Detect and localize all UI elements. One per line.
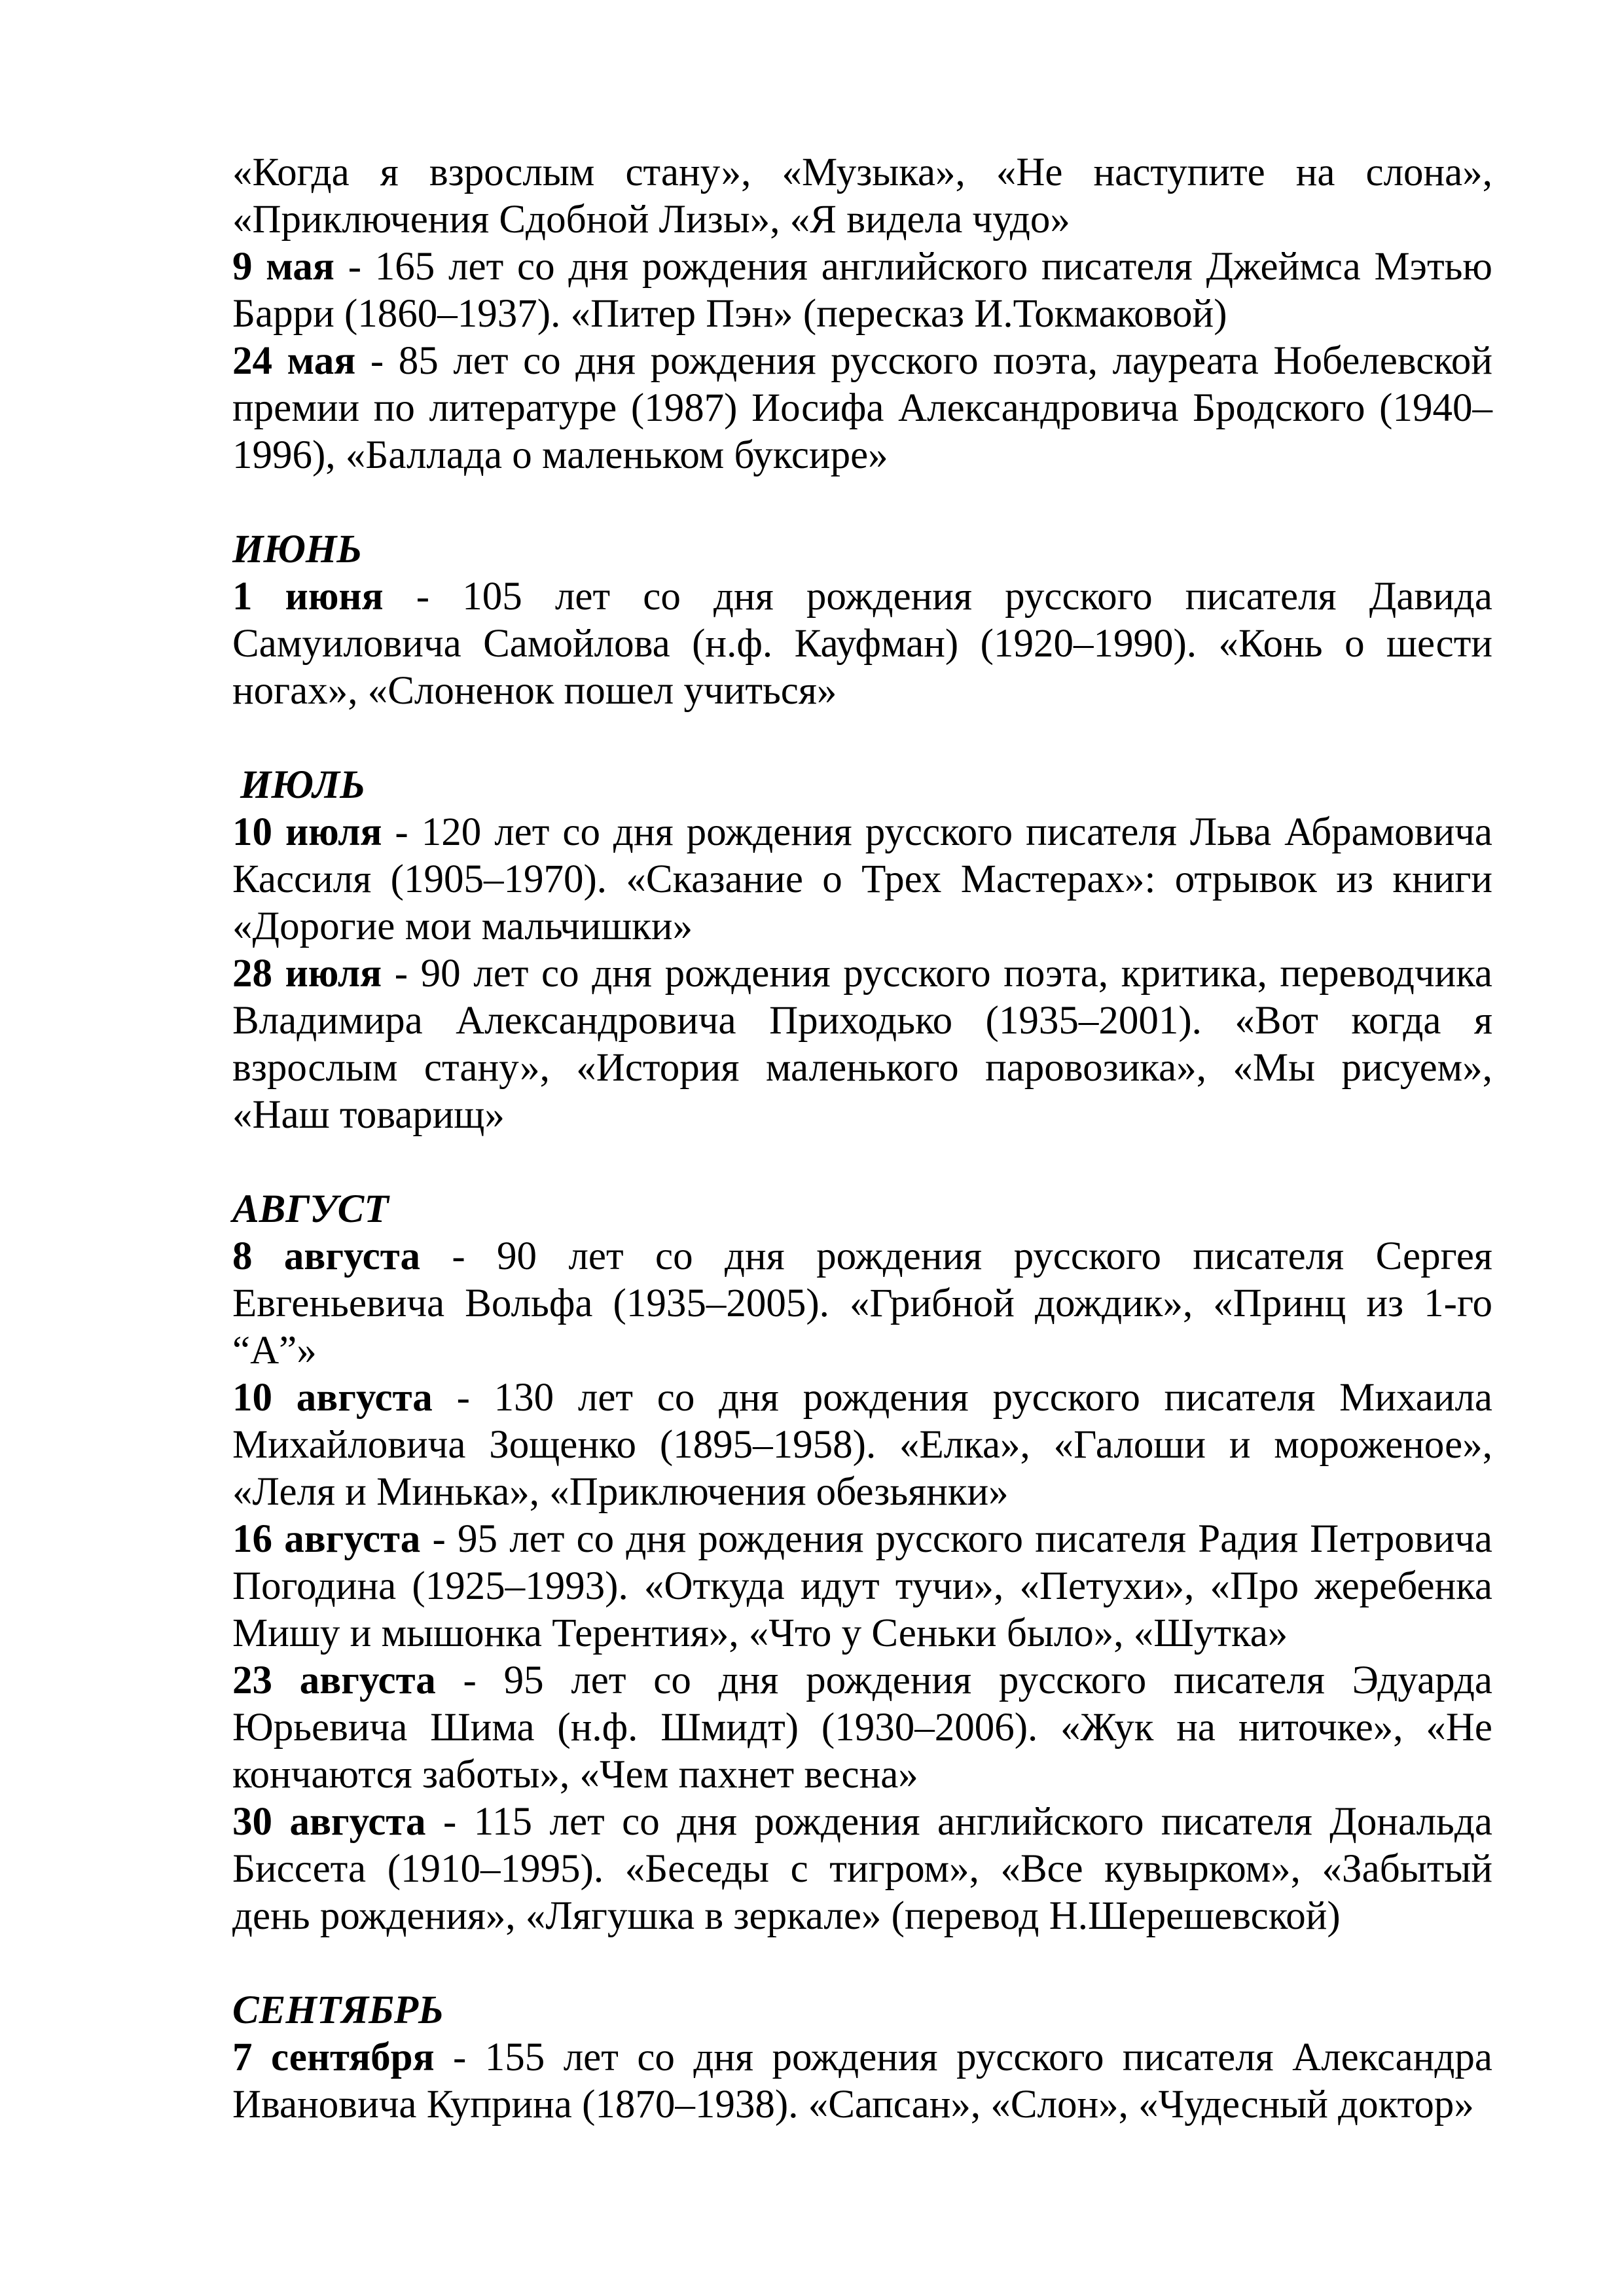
entry-text: - 90 лет со дня рождения русского писателя Сергея Евгеньевича Вольфа (1935–2005). «Грибной дождик», «Принц из 1-го “А”» (232, 1234, 1492, 1372)
entry-text: - 155 лет со дня рождения русского писателя Александра Ивановича Куприна (1870–1938). «Сапсан», «Слон», «Чудесный доктор» (232, 2036, 1492, 2126)
month-heading-june: ИЮНЬ (232, 528, 362, 571)
month-heading-july: ИЮЛЬ (240, 763, 365, 807)
entry-date: 1 июня (232, 575, 384, 619)
entry-august-8 (232, 1233, 1492, 1374)
document-page (232, 149, 1492, 2128)
entry-may-9 (232, 243, 1492, 338)
month-heading-august: АВГУСТ (232, 1187, 389, 1231)
entry-text: - 90 лет со дня рождения русского поэта, критика, переводчика Владимира Александровича Приходько (1935–2001). «Вот когда я взрослым стану», «История маленького паровозика», «Мы рисуем», «Наш товарищ» (232, 952, 1492, 1137)
entry-date: 10 июля (232, 810, 382, 854)
intro-continuation: «Когда я взрослым стану», «Музыка», «Не наступите на слона», «Приключения Сдобной Лизы», «Я видела чудо» (232, 151, 1492, 242)
entry-august-16 (232, 1516, 1492, 1657)
entry-may-24 (232, 338, 1492, 479)
entry-date: 7 сентября (232, 2036, 435, 2079)
entry-date: 8 августа (232, 1234, 420, 1278)
entry-september-7 (232, 2034, 1492, 2128)
entry-text: - 130 лет со дня рождения русского писателя Михаила Михайловича Зощенко (1895–1958). «Елка», «Галоши и мороженое», «Леля и Минька», «Приключения обезьянки» (232, 1376, 1492, 1514)
entry-date: 16 августа (232, 1517, 421, 1561)
entry-date: 9 мая (232, 245, 334, 289)
entry-july-10 (232, 809, 1492, 950)
month-heading-september: СЕНТЯБРЬ (232, 1988, 444, 2032)
entry-july-28 (232, 950, 1492, 1139)
entry-august-23 (232, 1657, 1492, 1799)
entry-date: 30 августа (232, 1800, 426, 1844)
entry-date: 28 июля (232, 952, 382, 996)
entry-text: - 95 лет со дня рождения русского писателя Радия Петровича Погодина (1925–1993). «Откуда идут тучи», «Петухи», «Про жеребенка Мишу и мышонка Терентия», «Что у Сеньки было», «Шутка» (232, 1517, 1492, 1655)
entry-text: - 120 лет со дня рождения русского писателя Льва Абрамовича Кассиля (1905–1970). «Сказание о Трех Мастерах»: отрывок из книги «Дорогие мои мальчишки» (232, 810, 1493, 948)
entry-text: - 115 лет со дня рождения английского писателя Дональда Биссета (1910–1995). «Беседы с тигром», «Все кувырком», «Забытый день рождения», «Лягушка в зеркале» (перевод Н.Шерешевской) (232, 1800, 1492, 1938)
entry-august-30 (232, 1799, 1492, 1940)
entry-text: - 95 лет со дня рождения русского писателя Эдуарда Юрьевича Шима (н.ф. Шмидт) (1930–2006). «Жук на ниточке», «Не кончаются заботы», «Чем пахнет весна» (232, 1659, 1492, 1797)
entry-date: 10 августа (232, 1376, 433, 1420)
entry-text: - 85 лет со дня рождения русского поэта, лауреата Нобелевской премии по литературе (1987) Иосифа Александровича Бродского (1940–1996), «Баллада о маленьком буксире» (232, 339, 1492, 477)
entry-june-1 (232, 573, 1492, 715)
entry-text: - 165 лет со дня рождения английского писателя Джеймса Мэтью Барри (1860–1937). «Питер Пэн» (пересказ И.Токмаковой) (232, 245, 1493, 336)
entry-date: 23 августа (232, 1659, 436, 1702)
entry-date: 24 мая (232, 339, 356, 383)
entry-august-10 (232, 1374, 1492, 1516)
entry-text: - 105 лет со дня рождения русского писателя Давида Самуиловича Самойлова (н.ф. Кауфман) (1920–1990). «Конь о шести ногах», «Слоненок пошел учиться» (232, 575, 1492, 713)
